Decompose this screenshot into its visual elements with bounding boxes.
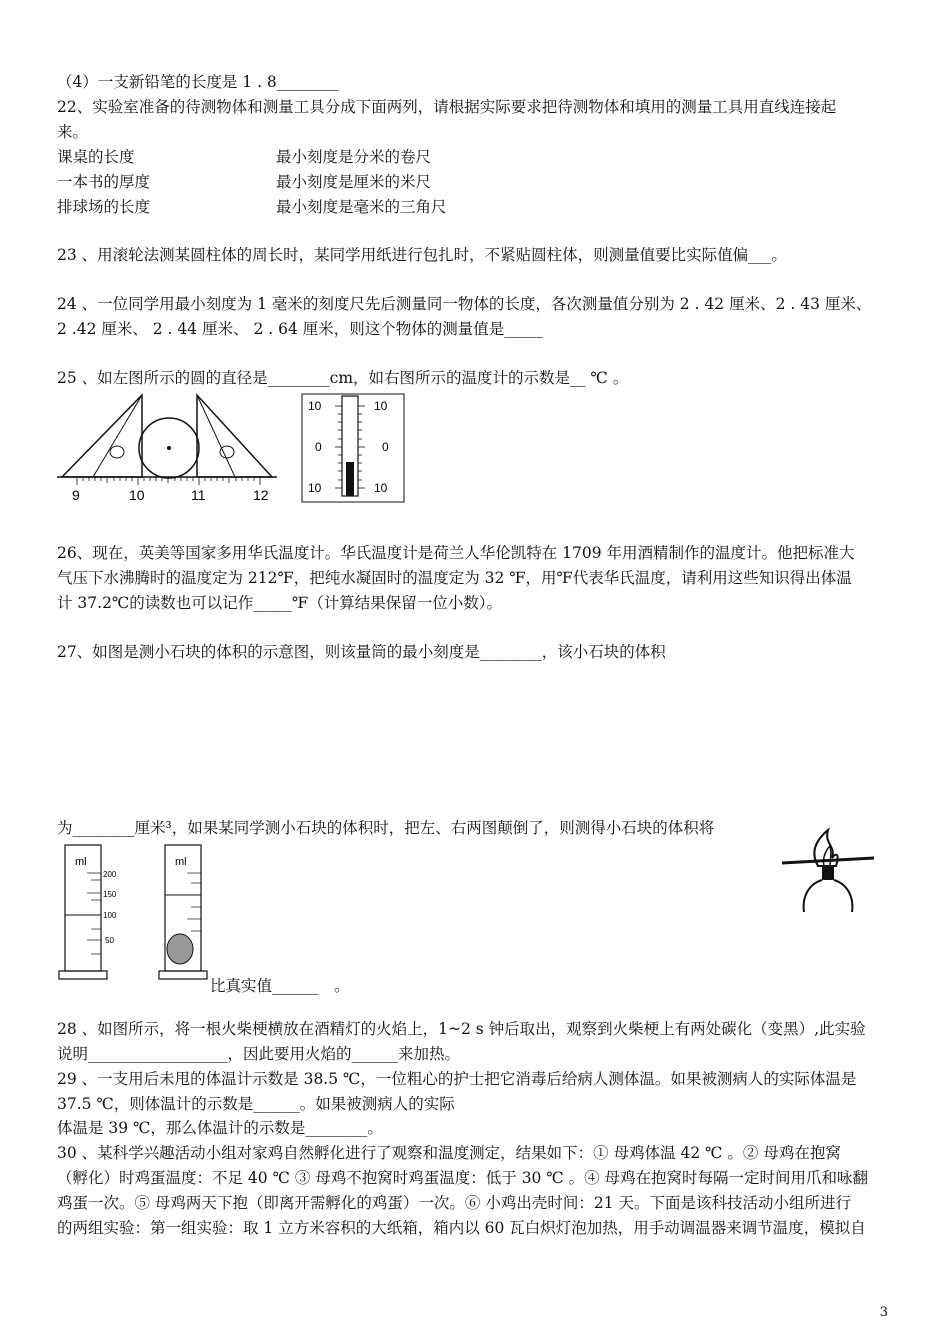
q24-text-line2: 2 .42 厘米、 2 . 44 厘米、 2 . 64 厘米，则这个物体的测量值是_____ [57, 320, 544, 338]
thermometer-figure [298, 390, 408, 505]
ruler-tick-9: 9 [72, 487, 80, 503]
q26-text-line2: 气压下水沸腾时的温度定为 212℉，把纯水凝固时的温度定为 32 ℉，用℉代表华氏温度，请利用这些知识得出体温 [57, 569, 852, 587]
q30-text-line3: 鸡蛋一次。⑤ 母鸡两天下抱（即离开需孵化的鸡蛋）一次。⑥ 小鸡出壳时间：21 天。下面是该科技活动小组所进行 [57, 1194, 852, 1212]
ruler-tick-12: 12 [253, 487, 269, 503]
q30-text-line2: （孵化）时鸡蛋温度：不足 40 ℃ ③ 母鸡不抱窝时鸡蛋温度：低于 30 ℃ 。④ 母鸡在抱窝时每隔一定时间用爪和咏翻 [57, 1169, 869, 1187]
graduated-cylinders-figure [57, 843, 212, 983]
left-cylinder-unit: ml [75, 856, 87, 868]
thermo-right-mid: 0 [382, 440, 389, 454]
q24-text-line1: 24 、一位同学用最小刻度为 1 毫米的刻度尺先后测量同一物体的长度，各次测量值分别为 2 . 42 厘米、2 . 43 厘米、 [57, 295, 872, 313]
tool-centimeter-ruler: 最小刻度是厘米的米尺 [276, 173, 432, 191]
q29-text-line1: 29 、一支用后未甩的体温计示数是 38.5 ℃，一位粗心的护士把它消毒后给病人测体温。如果被测病人的实际体温是 [57, 1070, 857, 1088]
object-desk-length: 课桌的长度 [57, 148, 135, 166]
left-scale-150: 150 [103, 890, 117, 899]
q22-text-line2: 来。 [57, 123, 89, 141]
q22-text-line1: 22、实验室准备的待测物体和测量工具分成下面两列，请根据实际要求把待测物体和填用的测量工具用直线连接起 [57, 98, 837, 116]
q30-text-line1: 30 、某科学兴趣活动小组对家鸡自然孵化进行了观察和温度测定，结果如下：① 母鸡体温 42 ℃ 。② 母鸡在抱窝 [57, 1144, 841, 1162]
q27-text-line1: 27、如图是测小石块的体积的示意图，则该量筒的最小刻度是________，该小石块的体积 [57, 643, 666, 661]
tool-millimeter-triangle: 最小刻度是毫米的三角尺 [276, 198, 447, 216]
q21-part4: （4）一支新铅笔的长度是 1 . 8________ [57, 73, 339, 91]
object-volleyball-court: 排球场的长度 [57, 198, 151, 216]
left-scale-200: 200 [103, 870, 117, 879]
stone [167, 934, 193, 964]
q30-text-line4: 的两组实验：第一组实验：取 1 立方米容积的大纸箱，箱内以 60 瓦白炽灯泡加热，用手动调温器来调节温度，模拟自 [57, 1219, 866, 1237]
thermo-right-top: 10 [374, 399, 388, 413]
q28-text-line2: 说明__________________，因此要用火焰的______来加热。 [57, 1045, 461, 1063]
q29-text-line2: 37.5 ℃，则体温计的示数是______。如果被测病人的实际 [57, 1095, 455, 1113]
q26-text-line3: 计 37.2℃的读数也可以记作_____℉（计算结果保留一位小数）。 [57, 594, 503, 612]
q27-text-line3: 比真实值______ 。 [210, 977, 350, 995]
page-number: 3 [879, 1305, 888, 1320]
q23-text: 23 、用滚轮法测某圆柱体的周长时，某同学用纸进行包扎时，不紧贴圆柱体，则测量值要比实际值偏___。 [57, 246, 787, 264]
q27-text-line2: 为________厘米³，如果某同学测小石块的体积时，把左、右两图颠倒了，则测得小石块的体积将 [57, 819, 715, 837]
thermo-left-mid: 0 [315, 440, 322, 454]
q25-text: 25 、如左图所示的圆的直径是________cm，如右图所示的温度计的示数是__ ℃ 。 [57, 369, 629, 387]
thermo-left-top: 10 [308, 399, 322, 413]
right-cylinder-unit: ml [175, 856, 187, 868]
q26-text-line1: 26、现在，英美等国家多用华氏温度计。华氏温度计是荷兰人华伦凯特在 1709 年用酒精制作的温度计。他把标准大 [57, 544, 855, 562]
thermo-right-bottom: 10 [374, 481, 388, 495]
ruler-tick-11: 11 [191, 487, 206, 503]
q29-text-line3: 体温是 39 ℃，那么体温计的示数是________。 [57, 1119, 383, 1137]
ruler-tick-10: 10 [129, 487, 145, 503]
left-scale-50: 50 [105, 936, 114, 945]
q28-text-line1: 28 、如图所示，将一根火柴梗横放在酒精灯的火焰上，1~2 s 钟后取出，观察到火柴梗上有两处碳化（变黑）,此实验 [57, 1020, 866, 1038]
object-book-thickness: 一本书的厚度 [57, 173, 151, 191]
alcohol-lamp-match-figure [778, 826, 878, 918]
tool-decimeter-tape: 最小刻度是分米的卷尺 [276, 148, 432, 166]
triangle-ruler-circle-figure [57, 390, 277, 505]
thermo-left-bottom: 10 [308, 481, 322, 495]
left-scale-100: 100 [103, 911, 117, 920]
